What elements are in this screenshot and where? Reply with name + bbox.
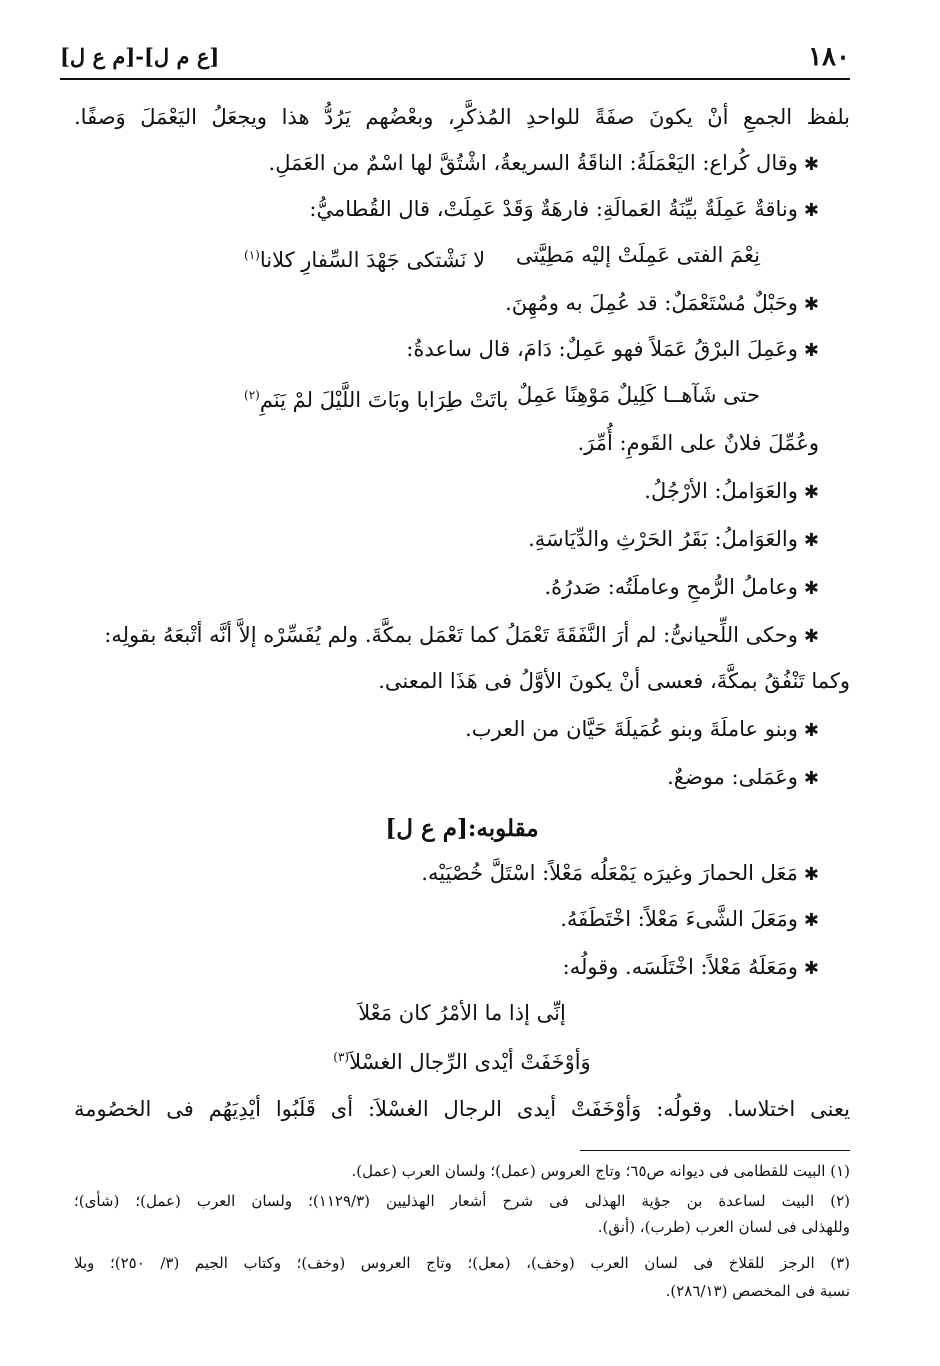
verse-hemistich-right: نِعْمَ الفتى عَمِلَتْ إليْه مَطِيَّتى [515, 243, 760, 267]
footnote-marker: (٢) [244, 388, 260, 402]
footnote-marker: (١) [244, 248, 260, 262]
star-icon: ✱ [803, 482, 819, 503]
entry-line: ✱وعاملُ الرُّمحِ وعاملَتُه: صَدرُهُ. [544, 575, 819, 599]
star-icon: ✱ [803, 768, 819, 789]
star-icon: ✱ [803, 530, 819, 551]
entry-line: ✱ومَعَلَهُ مَعْلاً: اخْتَلَسَه. وقولُه: [562, 955, 819, 979]
running-head: [ع م ل]-[م ع ل] [60, 44, 220, 69]
footnote-2-continuation: وللهذلى فى لسان العرب (طرب)، (أنق). [597, 1218, 850, 1236]
entry-line: ✱وقال كُراع: اليَعْمَلَةُ: الناقَةُ السريعةُ، اشْتُقَّ لها اسْمٌ من العَمَلِ. [268, 151, 819, 175]
entry-line: ✱ومَعَلَ الشَّىءَ مَعْلاً: اخْتَطَفَهُ. [560, 907, 819, 931]
star-icon: ✱ [803, 200, 819, 221]
star-icon: ✱ [803, 958, 819, 979]
verse-hemistich-left: لا نَشْتكى جَهْدَ السِّفارِ كلانا$^{(١)}$ [244, 248, 486, 272]
body-line-continuation: وكما تَنْفُقُ بمكَّةَ، فعسى أنْ يكونَ الأوَّلُ فى هَذَا المعنى. [378, 669, 850, 693]
page-number: ١٨٠ [808, 42, 850, 72]
footnote-3-continuation: نسبة فى المخصص (٢٨٦/١٣). [665, 1282, 850, 1300]
star-icon: ✱ [803, 340, 819, 361]
verse-hemistich-right: حتى شَآهــا كَلِيلٌ مَوْهِنًا عَمِلٌ [517, 383, 760, 407]
verse-hemistich-left: باتَتْ طِرَابا وبَاتَ اللَّيْلَ لمْ يَنَمِ$^{(٢)}$ [244, 388, 509, 412]
star-icon: ✱ [803, 294, 819, 315]
section-heading: مقلوبه:[م ع ل] [385, 815, 539, 842]
rajaz-line-2: وَأوْخَفَتْ أيْدى الرِّجال الغسْلاَ$^{(٣)}$ [333, 1050, 591, 1074]
body-line-1: بلفظ الجمعِ أنْ يكونَ صفَةً للواحدِ المُذكَّرِ، وبعْضُهم يَرُدُّ هذا ويجعَلُ اليَعْمَلَ وَصفًا. [74, 105, 850, 129]
footnote-marker: (٣) [333, 1050, 350, 1064]
entry-line: ✱والعَوَاملُ: بَقَرُ الحَرْثِ والدِّيَاسَةِ. [528, 527, 819, 551]
star-icon: ✱ [803, 154, 819, 175]
entry-line: ✱وبنو عاملَةَ وبنو عُمَيلَةَ حَيَّان من العرب. [465, 717, 819, 741]
entry-line: وعُمِّلَ فلانٌ على القَومِ: أُمِّرَ. [577, 431, 819, 455]
entry-line: ✱والعَوَاملُ: الأرْجُلُ. [644, 479, 819, 503]
footnote-1: (١) البيت للقطامى فى ديوانه ص٦٥؛ وتاج العروس (عمل)؛ ولسان العرب (عمل). [351, 1162, 850, 1180]
verse-2 [74, 380, 850, 410]
entry-line: ✱وحَبْلٌ مُسْتَعْمَلٌ: قد عُمِلَ به ومُهِنَ. [505, 291, 819, 315]
footnote-rule [580, 1150, 850, 1151]
rajaz-line-1: إنِّى إذا ما الأمْرُ كان مَعْلاَ [358, 1001, 566, 1025]
page-header [60, 38, 850, 78]
body-line-last: يعنى اختلاسا. وقولُه: وَأوْخَفَتْ أيدى الرجال الغسْلاَ: أى قَلَبُوا أيْدِيَهُم فى الخصُومة [74, 1097, 850, 1121]
entry-line: ✱مَعَل الحمارَ وغيرَه يَمْعَلُه مَعْلاً: اسْتَلَّ خُصْيَيْه. [421, 861, 819, 885]
verse-1 [74, 240, 850, 270]
header-rule [60, 78, 850, 80]
star-icon: ✱ [803, 864, 819, 885]
entry-line: ✱وعَمَلى: موضعٌ. [667, 765, 819, 789]
entry-line: ✱وعَمِلَ البرْقُ عَمَلاً فهو عَمِلٌ: دَامَ، قال ساعدةُ: [406, 337, 819, 361]
footnote-3: (٣) الرجز للقلاخ فى لسان العرب (وخف)، (معل)؛ وتاج العروس (وخف)؛ وكتاب الجيم (٣/ ٢٥٠)؛ وبلا [74, 1254, 850, 1272]
star-icon: ✱ [803, 720, 819, 741]
footnote-2: (٢) البيت لساعدة بن جؤية الهذلى فى شرح أشعار الهذليين (١١٢٩/٣)؛ ولسان العرب (عمل)؛ (شأى)؛ [74, 1192, 851, 1210]
star-icon: ✱ [803, 910, 819, 931]
entry-line: ✱وحكى اللِّحيانىُّ: لم أرَ النَّفَقَةَ تَعْمَلُ كما تَعْمَل بمكَّةَ. ولم يُفَسِّرْه إلاَّ أنَّه أتْبعَهُ بقولِه: [104, 623, 819, 647]
star-icon: ✱ [803, 578, 819, 599]
entry-line: ✱وناقةٌ عَمِلَةٌ بيِّنَةُ العَمالَةِ: فارهَةٌ وَقَدْ عَمِلَتْ، قال القُطاميُّ: [309, 197, 819, 221]
star-icon: ✱ [803, 626, 819, 647]
